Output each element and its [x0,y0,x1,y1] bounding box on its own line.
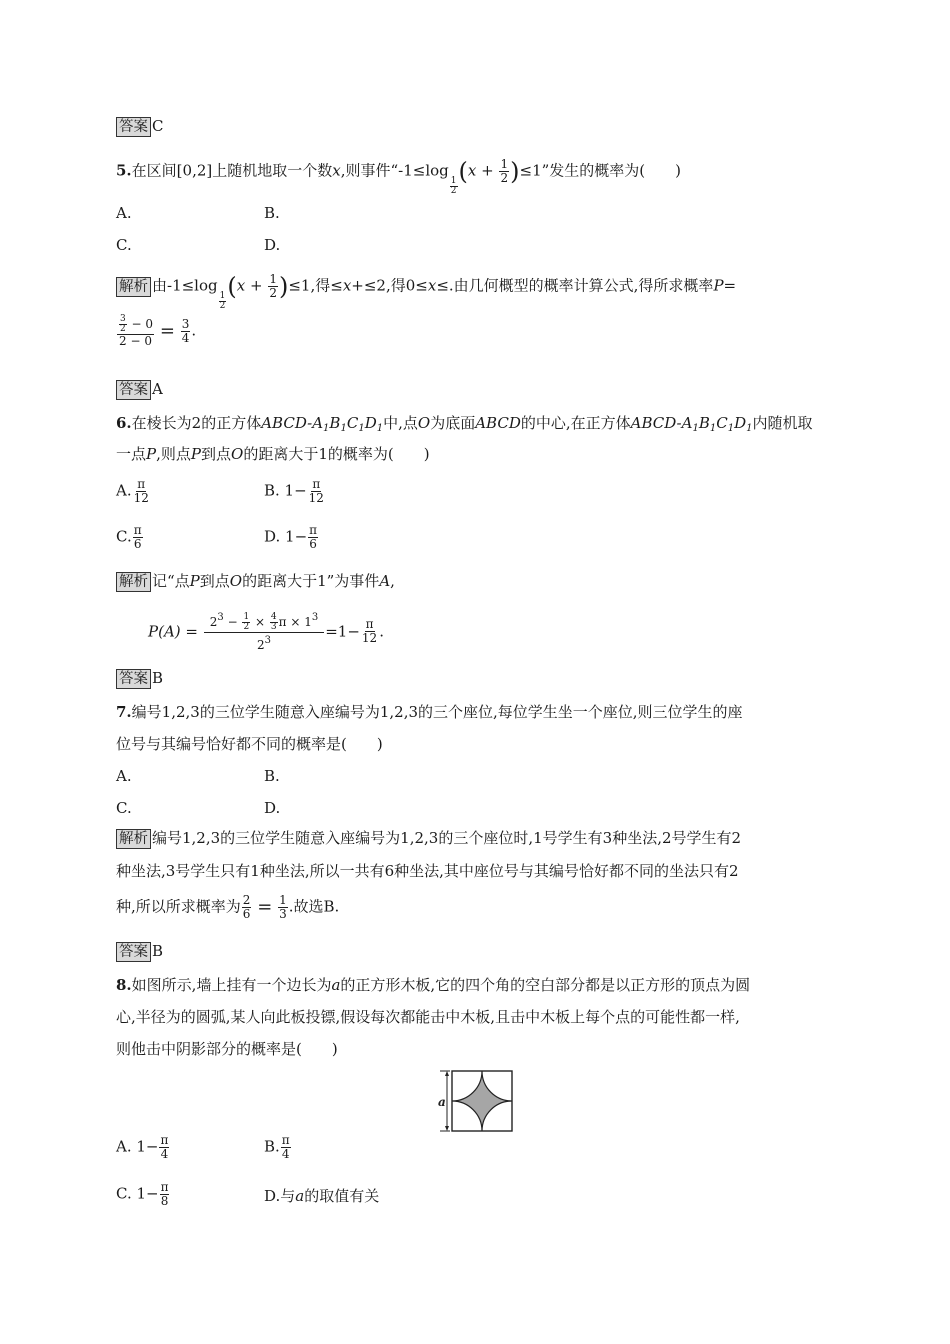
analysis-tag: 解析 [116,277,151,297]
q7-answer-line [116,942,163,962]
answer-tag: 答案 [116,669,151,689]
equals: = [159,320,175,342]
analysis-text: ≤.由几何概型的概率计算公式,得所求概率 [436,276,714,295]
pi-over-12: $\frac{\pi}{12}$ [361,617,378,645]
q6-option-d: D. 1− $\frac{\pi}{6}$ [264,523,318,551]
stem-text: ,则事件“-1≤log [340,161,449,180]
var-x: x [332,161,341,180]
stem-text: ≤1”发生的概率为( ) [519,161,681,180]
denominator: 2 − 0 [119,334,152,348]
numerator: $2^3$ − $\frac{1}{2}$ × $\frac{4}{3}$ $\pi \times 1^3$ [204,610,324,633]
analysis-tag: 解析 [116,572,151,592]
stem-text: 的中心,在正方体 [520,414,631,432]
stem-text: 在区间[0,2]上随机地取一个数 [131,161,333,180]
paren-open: ( [458,157,468,186]
numerator: $\frac{3}{2}$ − 0 [117,315,154,335]
analysis-text: 由-1≤log [152,276,218,295]
var-P: P [190,445,201,463]
stem-text: ,则点 [156,445,191,463]
face-name: ABCD [475,414,521,432]
stem-text: 在棱长为2的正方体 [131,414,262,432]
var-a: a [331,976,341,994]
q6-analysis-line1 [116,572,395,592]
stem-text: 的正方形木板,它的四个角的空白部分都是以正方形的顶点为圆 [340,976,751,994]
square-board-diagram [436,1070,516,1134]
answer-value: C [152,117,164,135]
main-fraction [204,610,324,653]
answer-value: B [152,942,164,960]
plus-sign: + [249,276,263,295]
q7-option-a: A. [116,767,132,785]
var-O: O [231,445,244,463]
answer-tag: 答案 [116,380,151,400]
paren-close: ) [510,157,520,186]
q6-stem-line1 [116,414,813,435]
var-x: x [427,276,437,295]
q6-stem-line2 [116,445,430,463]
q6-probability-formula [148,610,384,653]
equals-one-minus: =1− [325,622,360,641]
q7-analysis-line2: 种坐法,3号学生只有1种坐法,所以一共有6种坐法,其中座位号与其编号恰好都不同的坐法只有2 [116,862,739,880]
analysis-text: 到点 [199,572,230,590]
q5-probability-fraction [116,315,196,348]
cube-name: ABCD-$A_1B_1C_1D_1$ [261,414,384,434]
q4-answer-line [116,117,163,137]
q7-stem-line2: 位号与其编号恰好都不同的概率是( ) [116,735,383,753]
q8-option-d: D.与a的取值有关 [264,1187,380,1205]
var-O: O [229,572,243,590]
q8-stem-line2: 心,半径为的圆弧,某人向此板投镖,假设每次都能击中木板,且击中木板上每个点的可能性都一样, [116,1008,740,1026]
q6-option-a: A. $\frac{\pi}{12}$ [116,477,149,505]
plus-sign: + [481,161,494,180]
PA-label: P(A) = [148,622,198,641]
q7-option-d: D. [264,799,281,817]
equals: = [257,896,273,918]
q5-option-b: B. [264,204,280,222]
var-x: x [467,161,477,180]
denominator: $2^3$ [256,635,271,652]
q5-answer-line [116,380,163,400]
analysis-text: 记“点 [152,572,190,590]
q5-option-a: A. [116,204,132,222]
paren-open: ( [227,272,237,301]
analysis-text: 种,所以所求概率为 [116,897,241,916]
period: . [191,321,197,340]
stem-text: 编号1,2,3的三位学生随意入座编号为1,2,3的三个座位,每位学生坐一个座位,则三位学生的座 [131,703,743,721]
question-number: 8. [116,976,132,994]
answer-value: A [152,380,163,398]
stem-text: 到点 [200,445,231,463]
analysis-text: 的距离大于1”为事件 [242,572,380,590]
q8-stem-line3: 则他击中阴影部分的概率是( ) [116,1040,338,1058]
question-number: 7. [116,703,132,721]
analysis-text: .故选B. [288,897,340,916]
paren-close: ) [278,272,289,301]
question-number: 5. [116,161,132,180]
cube-name: ABCD-$A_1B_1C_1D_1$ [630,414,753,434]
q8-option-c: C. 1− $\frac{\pi}{8}$ [116,1180,169,1208]
log-base: $\frac{1}{2}$ [219,290,226,311]
stem-text: 为底面 [430,414,476,432]
stem-text: 一点 [116,445,147,463]
fraction-1-3: $\frac{1}{3}$ [279,893,287,921]
q7-option-b: B. [264,767,280,785]
main-fraction [117,315,154,348]
analysis-text: ≤1,得≤ [288,276,343,295]
var-P: P [146,445,157,463]
question-number: 6. [116,414,132,432]
q5-option-c: C. [116,236,132,254]
q7-option-c: C. [116,799,132,817]
analysis-text: 编号1,2,3的三位学生随意入座编号为1,2,3的三个座位时,1号学生有3种坐法,2号学生有2 [152,829,742,847]
stem-text: 中,点 [383,414,418,432]
answer-value: B [152,669,164,687]
q6-answer-line [116,669,163,689]
analysis-tag: 解析 [116,829,151,849]
var-x: x [236,276,246,295]
var-O: O [417,414,431,432]
plus-sign: + [351,276,364,295]
var-x: x [342,276,352,295]
stem-text: 如图所示,墙上挂有一个边长为 [131,976,332,994]
figure-label-a: a [438,1095,446,1109]
log-base: $\frac{1}{2}$ [450,175,457,196]
q5-analysis-line1 [116,273,736,311]
answer-tag: 答案 [116,117,151,137]
q6-option-b: B. 1− $\frac{\pi}{12}$ [264,477,324,505]
analysis-text: ≤2,得0≤ [363,276,428,295]
var-A: A [379,572,391,590]
half-fraction: $\frac{1}{2}$ [500,157,509,185]
var-P: P [189,572,200,590]
q8-option-b: B. $\frac{\pi}{4}$ [264,1133,290,1161]
q7-analysis-line1 [116,829,741,849]
half-fraction: $\frac{1}{2}$ [269,272,277,300]
answer-tag: 答案 [116,942,151,962]
q8-option-a: A. 1− $\frac{\pi}{4}$ [116,1133,169,1161]
analysis-text: , [390,572,395,590]
fraction-2-6: $\frac{2}{6}$ [242,893,251,921]
q5-option-d: D. [264,236,281,254]
q5-stem [116,158,681,196]
stem-text: 的距离大于1的概率为( ) [243,445,430,463]
q6-option-c: C. $\frac{\pi}{6}$ [116,523,142,551]
var-P: P= [713,276,737,295]
q8-figure [436,1070,516,1134]
q8-stem-line1 [116,976,750,994]
q7-stem-line1 [116,703,743,721]
q7-analysis-line3 [116,894,339,921]
result-fraction: $\frac{3}{4}$ [181,317,190,345]
period: . [379,622,384,641]
stem-text: 内随机取 [752,414,813,432]
